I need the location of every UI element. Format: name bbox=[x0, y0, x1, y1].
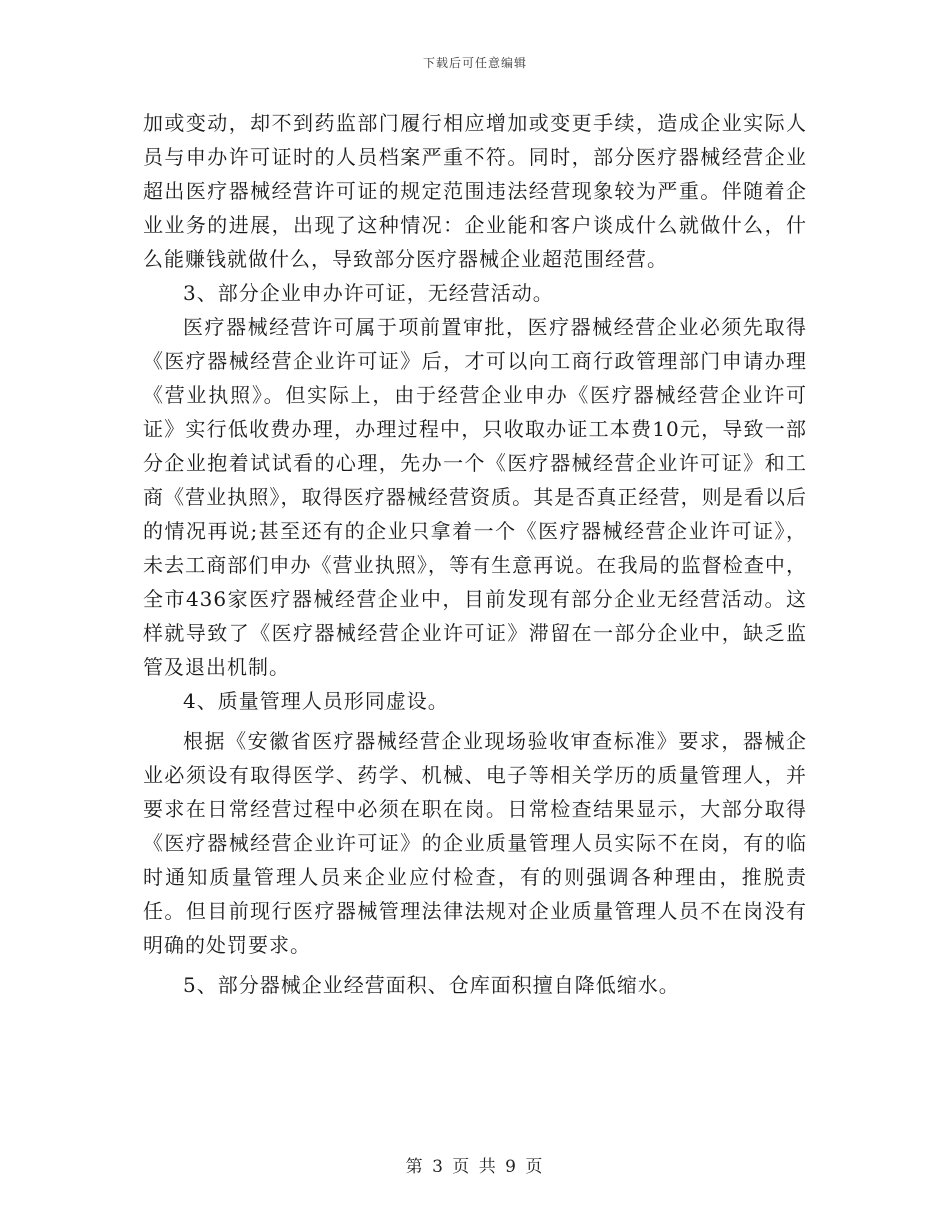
section-heading-3: 3、部分企业申办许可证，无经营活动。 bbox=[183, 281, 554, 305]
paragraph-continuation: 加或变动，却不到药监部门履行相应增加或变更手续，造成企业实际人员与申办许可证时的人员档案严重不符。同时，部分医疗器械经营企业超出医疗器械经营许可证的规定范围违法经营现象较为严重。伴随着企业业务的进展，出现了这种情况：企业能和客户谈成什么就做什么，什么能赚钱就做什么，导致部分医疗器械企业超范围经营。 bbox=[143, 111, 807, 271]
paragraph-license-no-activity: 医疗器械经营许可属于项前置审批，医疗器械经营企业必须先取得《医疗器械经营企业许可证》后，才可以向工商行政管理部门申请办理《营业执照》。但实际上，由于经营企业申办《医疗器械经营企业许可证》实行低收费办理，办理过程中，只收取办证工本费10元，导致一部分企业抱着试试看的心理，先办一个《医疗器械经营企业许可证》和工商《营业执照》，取得医疗器械经营资质。其是否真正经营，则是看以后的情况再说;甚至还有的企业只拿着一个《医疗器械经营企业许可证》，未去工商部们申办《营业执照》，等有生意再说。在我局的监督检查中，全市436家医疗器械经营企业中，目前发现有部分企业无经营活动。这样就导致了《医疗器械经营企业许可证》滞留在一部分企业中，缺乏监管及退出机制。 bbox=[143, 315, 807, 679]
section-heading-4: 4、质量管理人员形同虚设。 bbox=[183, 689, 449, 713]
document-body bbox=[143, 106, 807, 1002]
paragraph-quality-managers: 根据《安徽省医疗器械经营企业现场验收审查标准》要求，器械企业必须设有取得医学、药学、机械、电子等相关学历的质量管理人，并要求在日常经营过程中必须在职在岗。日常检查结果显示，大部分取得《医疗器械经营企业许可证》的企业质量管理人员实际不在岗，有的临时通知质量管理人员来企业应付检查，有的则强调各种理由，推脱责任。但目前现行医疗器械管理法律法规对企业质量管理人员不在岗没有明确的处罚要求。 bbox=[143, 729, 807, 957]
page-header: 下载后可任意编辑 bbox=[422, 56, 527, 70]
section-heading-5: 5、部分器械企业经营面积、仓库面积擅自降低缩水。 bbox=[183, 973, 680, 997]
page-number-footer: 第 3 页 共 9 页 bbox=[405, 1157, 545, 1177]
